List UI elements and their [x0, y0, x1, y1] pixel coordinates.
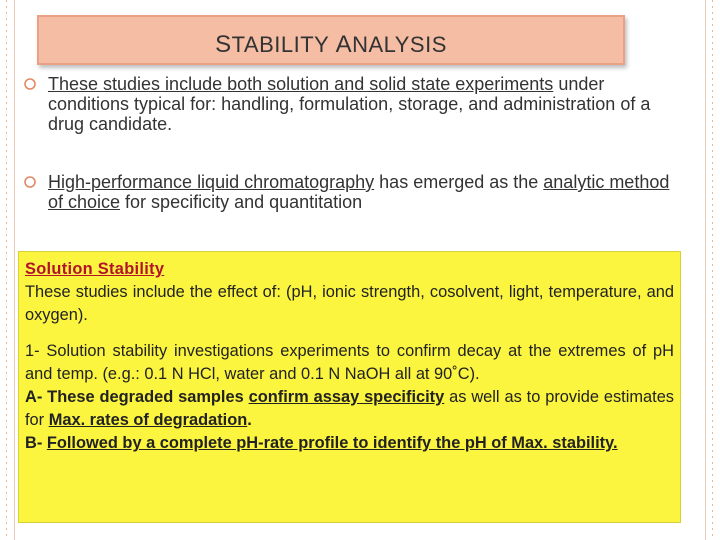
- solution-point-a: [25, 386, 674, 432]
- bullet-studies-underlined: These studies include both solution and solid state experiments: [48, 74, 554, 94]
- solution-stability-box: [18, 251, 681, 523]
- point-a-label: A- These degraded samples: [25, 388, 249, 406]
- title-word-stability: TABILITY: [231, 32, 329, 57]
- slide-title: [215, 21, 447, 59]
- bullet-hplc-mid: has emerged as the: [374, 172, 544, 192]
- solution-stability-heading: Solution Stability: [25, 260, 165, 278]
- title-initial-a: A: [335, 31, 353, 58]
- bullet-studies-rest: under conditions typical for: handling, formulation, storage, and administration of a drug candidate.: [48, 74, 651, 134]
- bullet-studies: [22, 74, 682, 134]
- bullet-hplc-underlined: High-performance liquid chromatography: [48, 172, 375, 192]
- bullet-hplc: [22, 172, 682, 212]
- title-initial-s: S: [215, 31, 232, 58]
- left-border-decoration: [0, 0, 15, 540]
- bullet-hplc-text: [48, 172, 682, 212]
- point-a-end: .: [247, 411, 252, 429]
- ring-bullet-icon: [22, 174, 38, 190]
- spacer: [25, 327, 674, 340]
- solution-point-1: 1- Solution stability investigations experiments to confirm decay at the extremes of pH and temp. (e.g.: 0.1 N HCl, water and 0.1 N NaOH all at 90˚C).: [25, 342, 674, 383]
- solution-point-b: [25, 432, 674, 455]
- bullet-studies-text: [48, 74, 682, 134]
- left-dotted-line: [6, 0, 7, 540]
- point-b-underlined: Followed by a complete pH-rate profile to identify the pH of Max. stability.: [46, 434, 618, 452]
- ring-bullet-icon: [22, 76, 38, 92]
- point-a-mid: as well as to provide estimates for: [25, 388, 675, 429]
- right-dotted-line: [712, 0, 713, 540]
- title-word-analysis: NALYSIS: [352, 32, 447, 57]
- bullet-hplc-rest: for specificity and quantitation: [120, 192, 363, 212]
- point-b-label: B-: [25, 434, 47, 452]
- bullet-hplc-underlined2: analytic method of choice: [48, 172, 670, 212]
- right-border-decoration: [705, 0, 720, 540]
- slide-title-box: [37, 15, 625, 65]
- solution-intro: These studies include the effect of: (pH, ionic strength, cosolvent, light, temperature, and oxygen).: [25, 283, 674, 324]
- point-a-underlined-2: Max. rates of degradation: [48, 411, 248, 429]
- point-a-underlined: confirm assay specificity: [248, 388, 445, 406]
